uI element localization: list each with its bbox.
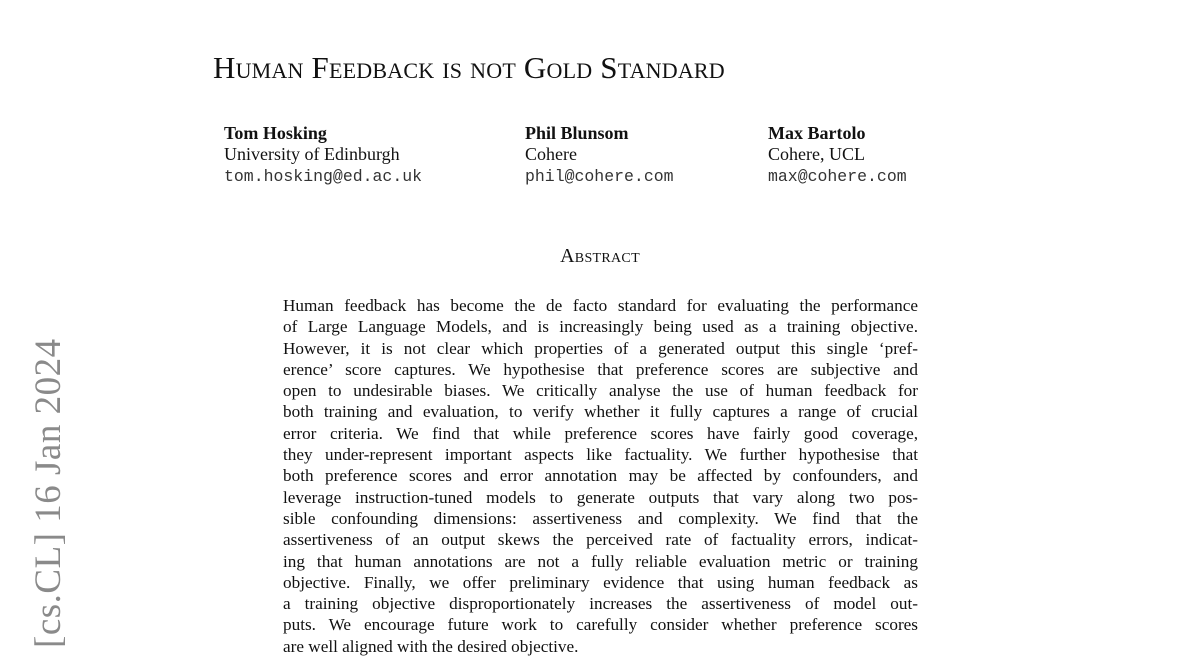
abstract-line: leverage instruction-tuned models to generate outputs that vary along two pos- (283, 487, 918, 507)
author-name: Phil Blunsom (525, 123, 629, 143)
abstract-line: both training and evaluation, to verify whether it fully captures a range of crucial (283, 402, 918, 422)
abstract-line: are well aligned with the desired objective. (283, 636, 579, 656)
abstract-line: puts. We encourage future work to carefully consider whether preference scores (283, 615, 918, 635)
abstract-line: However, it is not clear which properties of a generated output this single ‘pref- (283, 338, 918, 358)
abstract-line: erence’ score captures. We hypothesise that preference scores are subjective and (283, 359, 918, 379)
author-affiliation: Cohere (525, 144, 577, 164)
paper-title: Human Feedback is not Gold Standard (213, 50, 725, 85)
abstract-line: sible confounding dimensions: assertiveness and complexity. We find that the (283, 508, 918, 528)
abstract-line: they under-represent important aspects like factuality. We further hypothesise that (283, 445, 918, 465)
abstract-line: open to undesirable biases. We critically analyse the use of human feedback for (283, 381, 918, 401)
abstract-heading: Abstract (560, 245, 640, 267)
author-block-1 (224, 123, 422, 187)
author-email: phil@cohere.com (525, 167, 674, 186)
abstract-line: both preference scores and error annotation may be affected by confounders, and (283, 466, 918, 486)
abstract-line: Human feedback has become the de facto standard for evaluating the performance (283, 296, 918, 315)
abstract-line: of Large Language Models, and is increasingly being used as a training objective. (283, 317, 918, 337)
abstract-line: error criteria. We find that while preference scores have fairly good coverage, (283, 423, 918, 443)
abstract-line: ing that human annotations are not a fully reliable evaluation metric or training (283, 551, 918, 571)
author-email: tom.hosking@ed.ac.uk (224, 167, 423, 186)
abstract-line: a training objective disproportionately increases the assertiveness of model out- (283, 594, 918, 614)
author-affiliation: Cohere, UCL (768, 144, 865, 164)
abstract-line: assertiveness of an output skews the perceived rate of factuality errors, indicat- (283, 530, 918, 550)
author-block-2 (525, 123, 674, 187)
arxiv-side-stamp: [cs.CL] 16 Jan 2024 (28, 338, 69, 648)
author-name: Max Bartolo (768, 123, 866, 143)
author-affiliation: University of Edinburgh (224, 144, 400, 164)
author-name: Tom Hosking (224, 123, 327, 143)
author-email: max@cohere.com (768, 167, 907, 186)
abstract-body (283, 295, 918, 657)
author-block-3 (768, 123, 907, 187)
abstract-line: objective. Finally, we offer preliminary evidence that using human feedback as (283, 572, 918, 592)
